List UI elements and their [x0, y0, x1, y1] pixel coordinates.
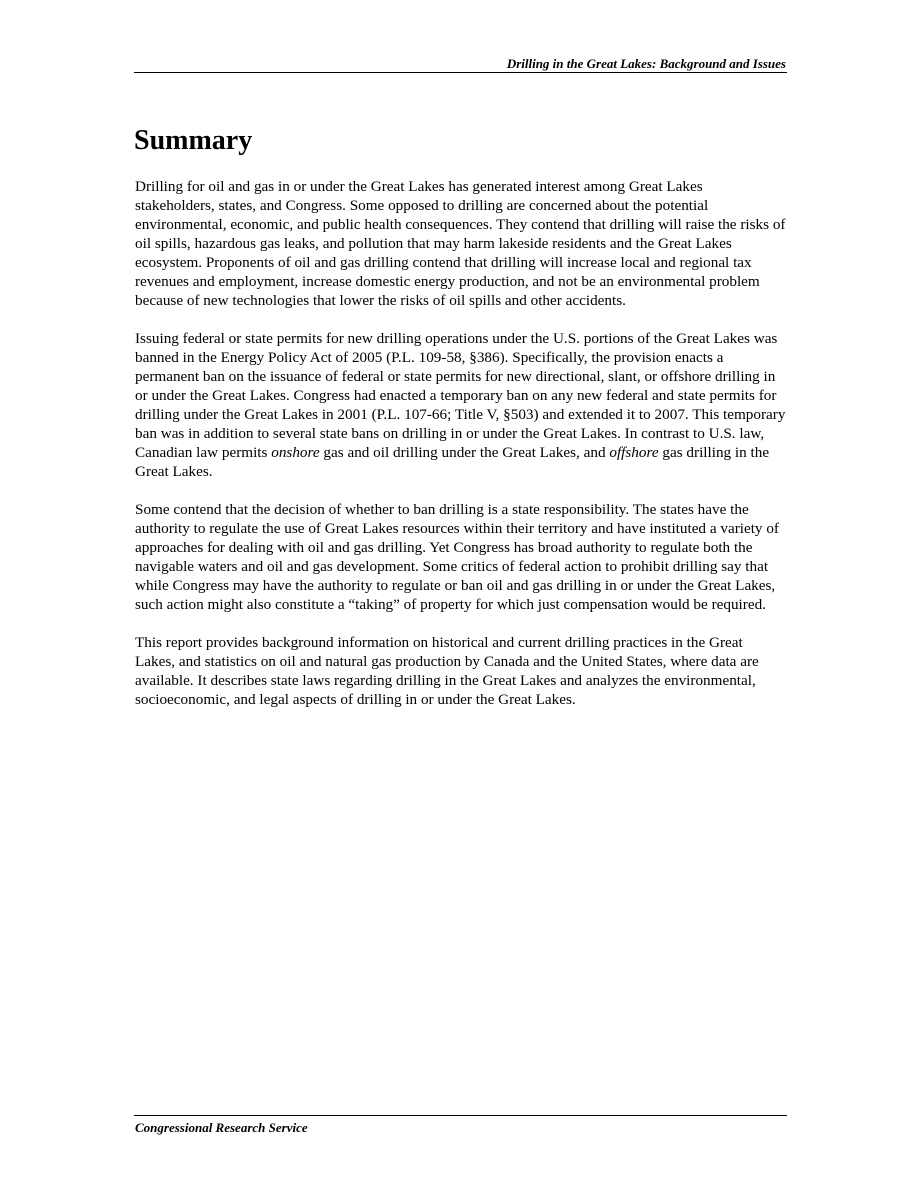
paragraph-2-text-2: gas and oil drilling under the Great Lakes, and — [319, 444, 610, 461]
header-rule — [134, 72, 787, 73]
summary-paragraph-2 — [135, 329, 786, 481]
running-header: Drilling in the Great Lakes: Background and Issues — [506, 56, 786, 71]
emphasis-onshore: onshore — [271, 444, 320, 461]
emphasis-offshore: offshore — [609, 444, 659, 461]
running-footer: Congressional Research Service — [135, 1120, 308, 1135]
summary-paragraph-1: Drilling for oil and gas in or under the Great Lakes has generated interest among Great Lakes stakeholders, states, and Congress. Some opposed to drilling are concerned about the potential environmental, economic, and public health consequences. They contend that drilling will raise the risks of oil spills, hazardous gas leaks, and pollution that may harm lakeside residents and the Great Lakes ecosystem. Proponents of oil and gas drilling contend that drilling will increase local and regional tax revenues and employment, increase domestic energy production, and not be an environmental problem because of new technologies that lower the risks of oil spills and other accidents. — [135, 178, 786, 309]
page-title: Summary — [134, 125, 253, 156]
footer-rule — [134, 1115, 787, 1116]
paragraph-2-text-1: Issuing federal or state permits for new drilling operations under the U.S. portions of the Great Lakes was banned in the Energy Policy Act of 2005 (P.L. 109-58, §386). Specifically, the provision enacts a permanent ban on the issuance of federal or state permits for new directional, slant, or offshore drilling in or under the Great Lakes. Congress had enacted a temporary ban on any new federal and state permits for drilling under the Great Lakes in 2001 (P.L. 107-66; Title V, §503) and extended it to 2007. This temporary ban was in addition to several state bans on drilling in or under the Great Lakes. In contrast to U.S. law, Canadian law permits — [135, 330, 786, 461]
summary-paragraph-3: Some contend that the decision of whether to ban drilling is a state responsibility. The states have the authority to regulate the use of Great Lakes resources within their territory and have instituted a variety of approaches for dealing with oil and gas drilling. Yet Congress has broad authority to regulate both the navigable waters and oil and gas development. Some critics of federal action to prohibit drilling say that while Congress may have the authority to regulate or ban oil and gas drilling in or under the Great Lakes, such action might also constitute a “taking” of property for which just compensation would be required. — [135, 501, 779, 613]
paragraph-2-text-3: gas drilling in the Great Lakes. — [135, 444, 770, 480]
summary-body — [135, 177, 786, 728]
summary-paragraph-4: This report provides background information on historical and current drilling practices in the Great Lakes, and statistics on oil and natural gas production by Canada and the United States, where data are available. It describes state laws regarding drilling in the Great Lakes and analyzes the environmental, socioeconomic, and legal aspects of drilling in or under the Great Lakes. — [135, 634, 759, 708]
